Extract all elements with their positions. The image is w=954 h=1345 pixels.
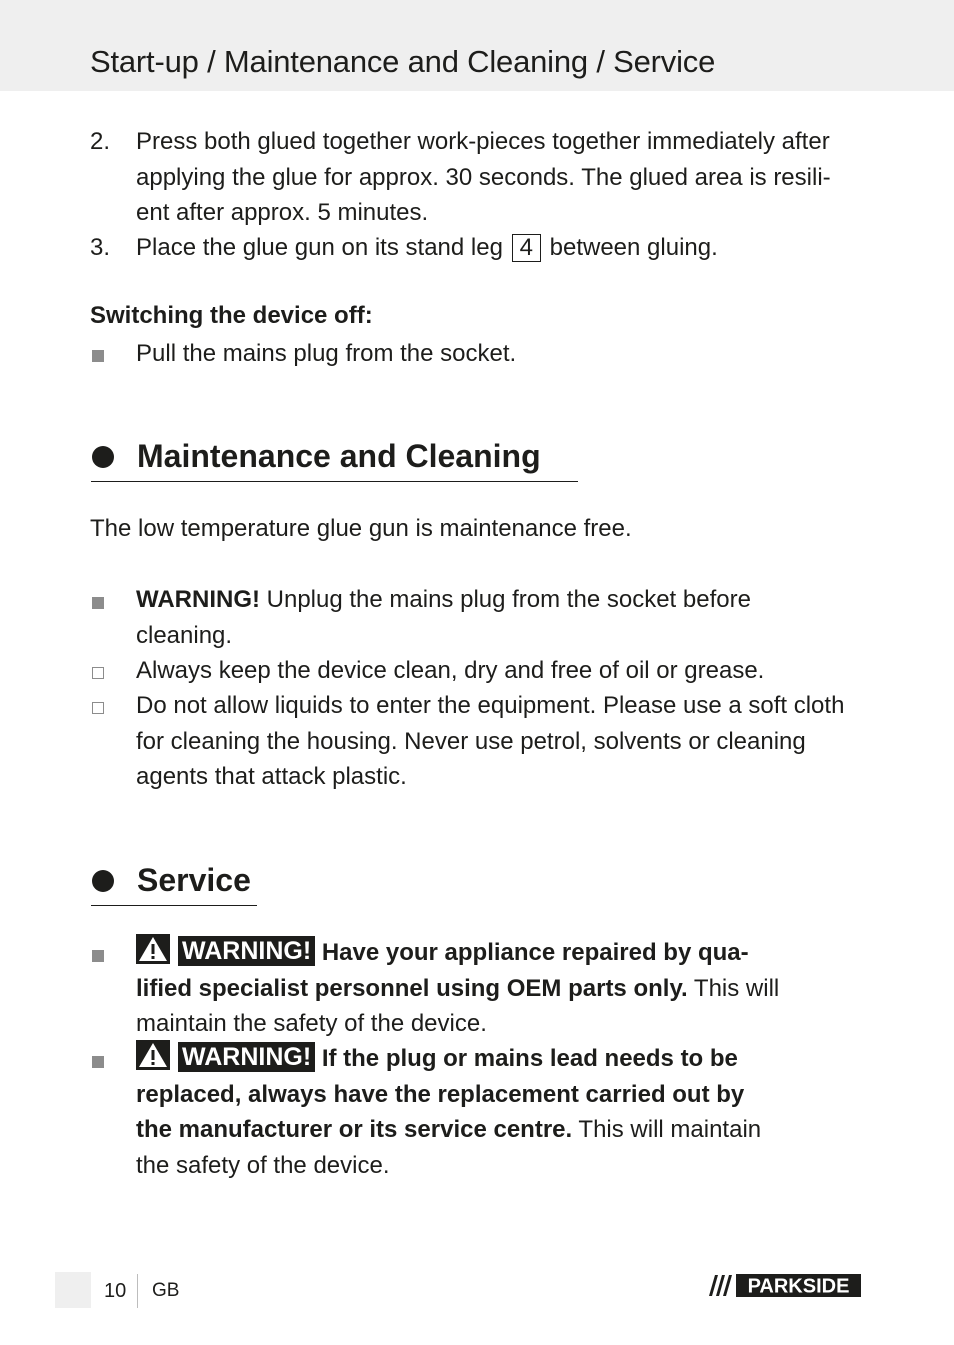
part-reference-box: 4 [512,234,541,262]
step-line: ent after approx. 5 minutes. [136,199,429,226]
filled-square-bullet-icon [92,597,104,609]
warning-line: Unplug the mains plug from the socket before [266,586,751,613]
warning-text [136,934,870,1042]
list-item [90,653,870,689]
list-item-text [136,688,870,795]
language-code: GB [152,1280,180,1301]
warning-line: Have your appliance repaired by qua- [321,939,749,966]
section-title: Service [137,862,251,898]
outline-square-bullet-icon [92,667,104,679]
maintenance-heading [91,435,578,482]
switch-off-heading: Switching the device off: [90,302,373,329]
outline-square-bullet-icon [92,702,104,714]
step-line: Press both glued together work-pieces together immediately after [136,128,830,155]
warning-line: maintain the safety of the device. [136,1010,487,1037]
brand-name: PARKSIDE [747,1275,850,1298]
warning-line: replaced, always have the replacement carried out by [136,1080,745,1108]
warning-line: This will [693,974,780,1002]
maintenance-intro: The low temperature glue gun is maintenance free. [90,515,632,542]
warning-item [90,934,870,1042]
list-item [90,336,870,372]
list-item-line: agents that attack plastic. [136,763,407,790]
warning-badge: WARNING! [178,1042,315,1072]
warning-label: WARNING! [136,586,260,613]
footer-marker [55,1272,91,1308]
list-item-text: Always keep the device clean, dry and free of oil or grease. [136,657,765,684]
filled-square-bullet-icon [92,350,104,362]
warning-text [136,582,870,653]
step-text [136,230,870,266]
section-title: Maintenance and Cleaning [137,438,541,474]
warning-line: If the plug or mains lead needs to be [321,1045,738,1072]
warning-line: cleaning. [136,621,233,649]
list-item-line: for cleaning the housing. Never use petrol, solvents or cleaning [136,727,806,755]
warning-badge: WARNING! [178,936,315,966]
page-header [0,0,954,91]
page-title: Start-up / Maintenance and Cleaning / Service [90,44,716,79]
step-number: 3. [90,234,111,261]
footer-divider [137,1274,138,1308]
warning-line: the safety of the device. [136,1151,390,1179]
warning-line: the manufacturer or its service centre. [136,1116,573,1143]
filled-square-bullet-icon [92,1056,104,1068]
step-line: Place the glue gun on its stand leg [136,234,503,261]
warning-triangle-icon [136,1040,170,1070]
list-item-line: Do not allow liquids to enter the equipment. Please use a soft cloth [136,692,845,719]
service-heading [91,859,257,906]
step-line: between gluing. [549,234,718,261]
heading-bullet-icon [92,446,114,468]
warning-item [90,1040,870,1183]
warning-line: This will maintain [578,1116,762,1143]
step-number: 2. [90,128,111,155]
warning-triangle-icon [136,934,170,964]
list-item [90,688,870,795]
parkside-logo [705,1273,863,1298]
filled-square-bullet-icon [92,950,104,962]
warning-line: lified specialist personnel using OEM parts only. [136,974,688,1002]
heading-bullet-icon [92,870,114,892]
page-number: 10 [104,1280,127,1302]
step-text [136,124,870,231]
list-item-text: Pull the mains plug from the socket. [136,340,517,367]
numbered-step [90,230,870,266]
numbered-step [90,124,870,231]
warning-text [136,1040,870,1183]
warning-item [90,582,870,653]
step-line: applying the glue for approx. 30 seconds. The glued area is resili- [136,163,831,191]
